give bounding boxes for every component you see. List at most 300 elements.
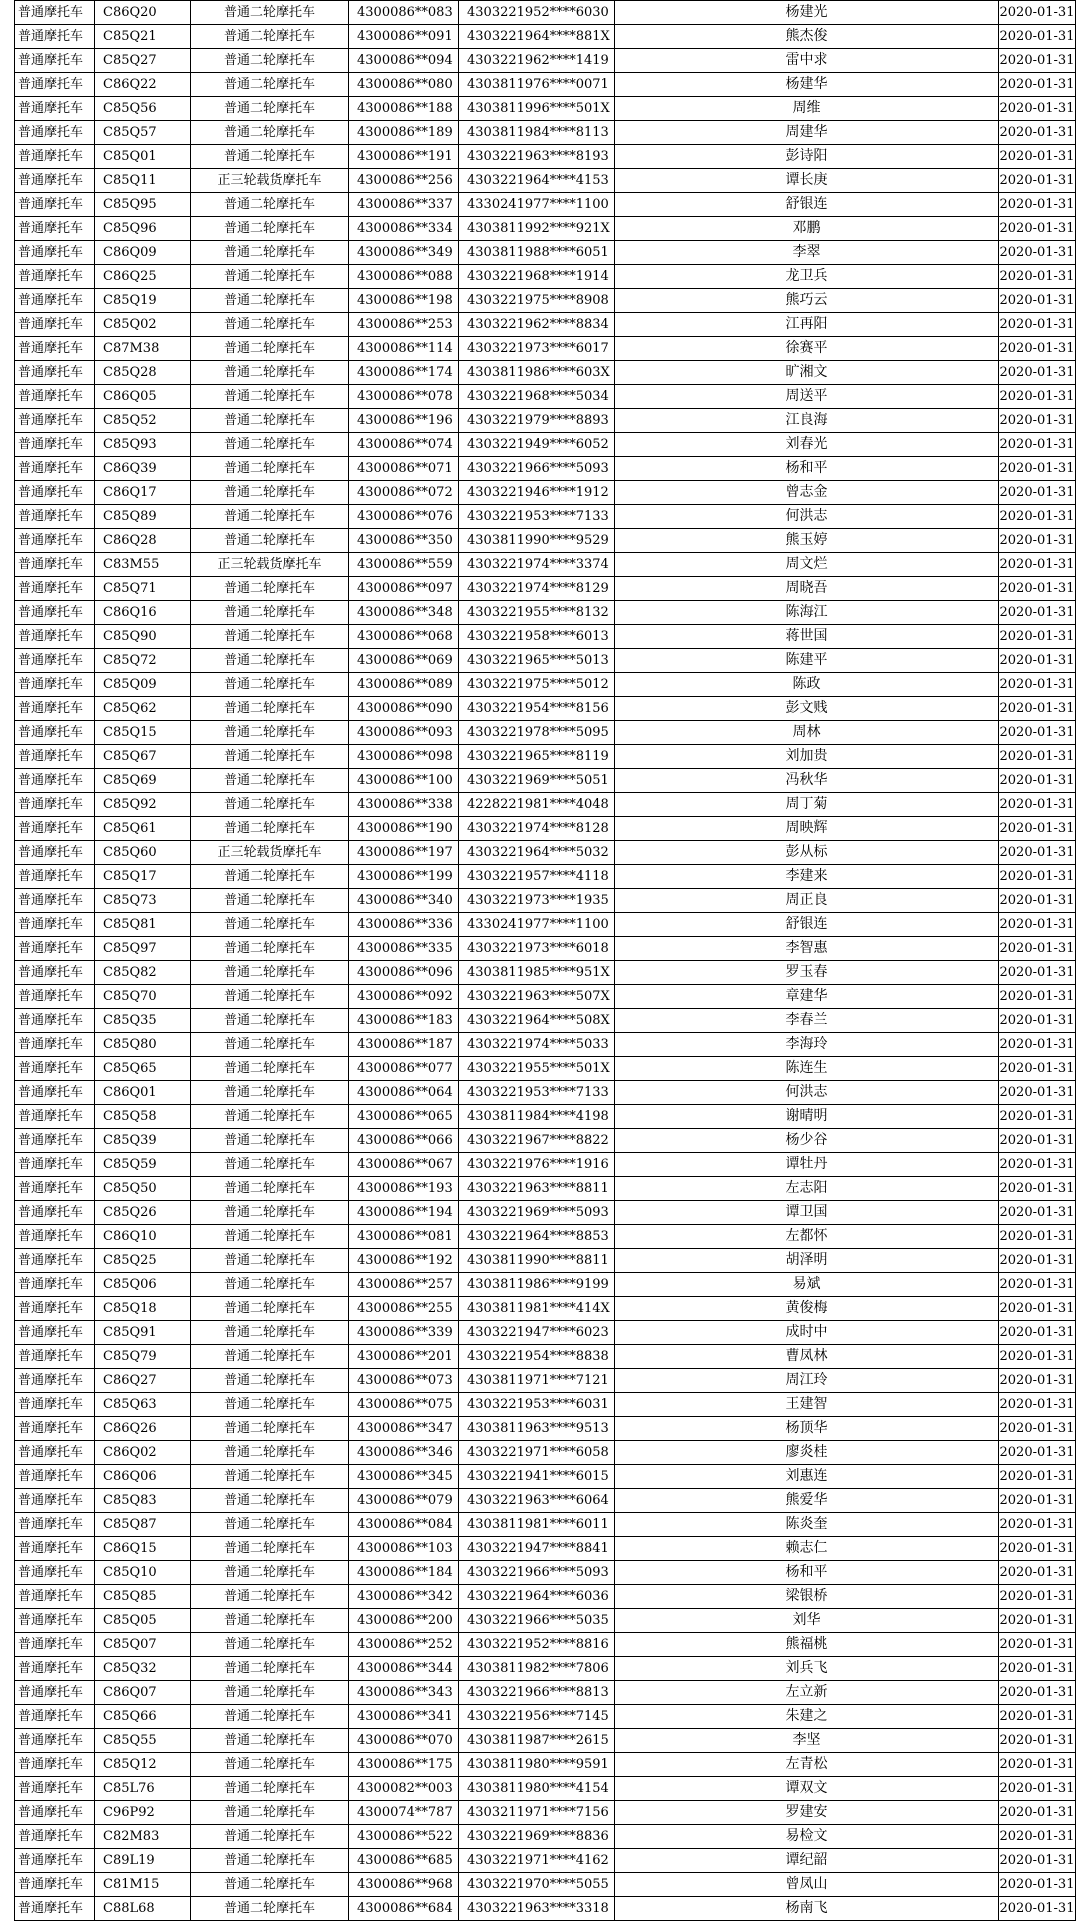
owner-name-cell: 周文烂 xyxy=(615,553,999,577)
vehicle-type-cell: 普通二轮摩托车 xyxy=(191,1633,349,1657)
vehicle-class-cell: 普通摩托车 xyxy=(15,697,95,721)
id-number-cell: 4303221953****7133 xyxy=(459,505,615,529)
owner-name-cell: 熊福桃 xyxy=(615,1633,999,1657)
license-number-cell: 4300086**080 xyxy=(349,73,459,97)
id-number-cell: 4303221964****881X xyxy=(459,25,615,49)
date-cell: 2020-01-31 xyxy=(999,1033,1076,1057)
owner-name-cell: 旷湘文 xyxy=(615,361,999,385)
plate-number-cell: C88L68 xyxy=(95,1897,191,1921)
vehicle-type-cell: 普通二轮摩托车 xyxy=(191,793,349,817)
vehicle-class-cell: 普通摩托车 xyxy=(15,145,95,169)
plate-number-cell: C85Q95 xyxy=(95,193,191,217)
date-cell: 2020-01-31 xyxy=(999,1585,1076,1609)
table-row xyxy=(15,49,1076,73)
plate-number-cell: C85Q28 xyxy=(95,361,191,385)
owner-name-cell: 杨建华 xyxy=(615,73,999,97)
vehicle-class-cell: 普通摩托车 xyxy=(15,673,95,697)
plate-number-cell: C85Q85 xyxy=(95,1585,191,1609)
plate-number-cell: C85Q83 xyxy=(95,1489,191,1513)
license-number-cell: 4300086**100 xyxy=(349,769,459,793)
date-cell: 2020-01-31 xyxy=(999,1681,1076,1705)
table-row xyxy=(15,577,1076,601)
owner-name-cell: 王建智 xyxy=(615,1393,999,1417)
date-cell: 2020-01-31 xyxy=(999,1609,1076,1633)
date-cell: 2020-01-31 xyxy=(999,625,1076,649)
vehicle-class-cell: 普通摩托车 xyxy=(15,505,95,529)
plate-number-cell: C85Q52 xyxy=(95,409,191,433)
owner-name-cell: 左志阳 xyxy=(615,1177,999,1201)
vehicle-type-cell: 普通二轮摩托车 xyxy=(191,1369,349,1393)
license-number-cell: 4300086**199 xyxy=(349,865,459,889)
vehicle-class-cell: 普通摩托车 xyxy=(15,1321,95,1345)
vehicle-type-cell: 普通二轮摩托车 xyxy=(191,313,349,337)
plate-number-cell: C82M83 xyxy=(95,1825,191,1849)
plate-number-cell: C85Q39 xyxy=(95,1129,191,1153)
id-number-cell: 4303221974****5033 xyxy=(459,1033,615,1057)
date-cell: 2020-01-31 xyxy=(999,769,1076,793)
table-row xyxy=(15,961,1076,985)
plate-number-cell: C87M38 xyxy=(95,337,191,361)
date-cell: 2020-01-31 xyxy=(999,1729,1076,1753)
license-number-cell: 4300086**072 xyxy=(349,481,459,505)
vehicle-class-cell: 普通摩托车 xyxy=(15,1561,95,1585)
vehicle-type-cell: 普通二轮摩托车 xyxy=(191,649,349,673)
plate-number-cell: C85Q90 xyxy=(95,625,191,649)
license-number-cell: 4300086**343 xyxy=(349,1681,459,1705)
plate-number-cell: C85Q07 xyxy=(95,1633,191,1657)
id-number-cell: 4303811976****0071 xyxy=(459,73,615,97)
owner-name-cell: 罗建安 xyxy=(615,1801,999,1825)
plate-number-cell: C85Q35 xyxy=(95,1009,191,1033)
owner-name-cell: 李海玲 xyxy=(615,1033,999,1057)
id-number-cell: 4303221946****1912 xyxy=(459,481,615,505)
vehicle-type-cell: 普通二轮摩托车 xyxy=(191,1297,349,1321)
id-number-cell: 4303221965****5013 xyxy=(459,649,615,673)
date-cell: 2020-01-31 xyxy=(999,1297,1076,1321)
table-row xyxy=(15,337,1076,361)
owner-name-cell: 李春兰 xyxy=(615,1009,999,1033)
license-number-cell: 4300086**196 xyxy=(349,409,459,433)
date-cell: 2020-01-31 xyxy=(999,1321,1076,1345)
table-row xyxy=(15,1465,1076,1489)
vehicle-class-cell: 普通摩托车 xyxy=(15,1225,95,1249)
owner-name-cell: 刘春光 xyxy=(615,433,999,457)
owner-name-cell: 周维 xyxy=(615,97,999,121)
date-cell: 2020-01-31 xyxy=(999,433,1076,457)
table-row xyxy=(15,1417,1076,1441)
table-row xyxy=(15,985,1076,1009)
id-number-cell: 4303221970****5055 xyxy=(459,1873,615,1897)
vehicle-class-cell: 普通摩托车 xyxy=(15,1465,95,1489)
vehicle-class-cell: 普通摩托车 xyxy=(15,601,95,625)
license-number-cell: 4300086**191 xyxy=(349,145,459,169)
id-number-cell: 4303811988****6051 xyxy=(459,241,615,265)
vehicle-class-cell: 普通摩托车 xyxy=(15,481,95,505)
plate-number-cell: C85Q11 xyxy=(95,169,191,193)
plate-number-cell: C86Q17 xyxy=(95,481,191,505)
owner-name-cell: 左都怀 xyxy=(615,1225,999,1249)
id-number-cell: 4303221963****507X xyxy=(459,985,615,1009)
table-row xyxy=(15,1633,1076,1657)
owner-name-cell: 周正良 xyxy=(615,889,999,913)
license-number-cell: 4300086**073 xyxy=(349,1369,459,1393)
id-number-cell: 4303221963****6064 xyxy=(459,1489,615,1513)
date-cell: 2020-01-31 xyxy=(999,1897,1076,1921)
id-number-cell: 4303811980****4154 xyxy=(459,1777,615,1801)
id-number-cell: 4303811984****4198 xyxy=(459,1105,615,1129)
license-number-cell: 4300086**348 xyxy=(349,601,459,625)
owner-name-cell: 何洪志 xyxy=(615,505,999,529)
license-number-cell: 4300086**346 xyxy=(349,1441,459,1465)
owner-name-cell: 曾凤山 xyxy=(615,1873,999,1897)
plate-number-cell: C85Q93 xyxy=(95,433,191,457)
owner-name-cell: 曹凤林 xyxy=(615,1345,999,1369)
table-row xyxy=(15,1225,1076,1249)
id-number-cell: 4303221954****8838 xyxy=(459,1345,615,1369)
vehicle-type-cell: 普通二轮摩托车 xyxy=(191,1681,349,1705)
id-number-cell: 4303221963****3318 xyxy=(459,1897,615,1921)
plate-number-cell: C85Q06 xyxy=(95,1273,191,1297)
license-number-cell: 4300086**347 xyxy=(349,1417,459,1441)
vehicle-class-cell: 普通摩托车 xyxy=(15,769,95,793)
vehicle-type-cell: 普通二轮摩托车 xyxy=(191,1249,349,1273)
plate-number-cell: C86Q39 xyxy=(95,457,191,481)
license-number-cell: 4300086**184 xyxy=(349,1561,459,1585)
table-row xyxy=(15,361,1076,385)
vehicle-type-cell: 普通二轮摩托车 xyxy=(191,1849,349,1873)
date-cell: 2020-01-31 xyxy=(999,1657,1076,1681)
owner-name-cell: 熊巧云 xyxy=(615,289,999,313)
vehicle-type-cell: 普通二轮摩托车 xyxy=(191,985,349,1009)
id-number-cell: 4303221971****4162 xyxy=(459,1849,615,1873)
license-number-cell: 4300086**084 xyxy=(349,1513,459,1537)
vehicle-class-cell: 普通摩托车 xyxy=(15,1537,95,1561)
date-cell: 2020-01-31 xyxy=(999,649,1076,673)
vehicle-class-cell: 普通摩托车 xyxy=(15,1729,95,1753)
owner-name-cell: 谭双文 xyxy=(615,1777,999,1801)
table-row xyxy=(15,385,1076,409)
plate-number-cell: C85Q62 xyxy=(95,697,191,721)
vehicle-type-cell: 普通二轮摩托车 xyxy=(191,697,349,721)
license-number-cell: 4300086**077 xyxy=(349,1057,459,1081)
owner-name-cell: 江良海 xyxy=(615,409,999,433)
date-cell: 2020-01-31 xyxy=(999,1873,1076,1897)
plate-number-cell: C86Q06 xyxy=(95,1465,191,1489)
plate-number-cell: C85Q59 xyxy=(95,1153,191,1177)
license-number-cell: 4300086**079 xyxy=(349,1489,459,1513)
vehicle-class-cell: 普通摩托车 xyxy=(15,577,95,601)
owner-name-cell: 刘加贵 xyxy=(615,745,999,769)
date-cell: 2020-01-31 xyxy=(999,553,1076,577)
table-row xyxy=(15,1,1076,25)
license-number-cell: 4300086**070 xyxy=(349,1729,459,1753)
vehicle-type-cell: 普通二轮摩托车 xyxy=(191,889,349,913)
id-number-cell: 4303221973****6018 xyxy=(459,937,615,961)
vehicle-class-cell: 普通摩托车 xyxy=(15,1585,95,1609)
date-cell: 2020-01-31 xyxy=(999,289,1076,313)
plate-number-cell: C85Q80 xyxy=(95,1033,191,1057)
plate-number-cell: C85Q79 xyxy=(95,1345,191,1369)
license-number-cell: 4300086**341 xyxy=(349,1705,459,1729)
vehicle-class-cell: 普通摩托车 xyxy=(15,1273,95,1297)
plate-number-cell: C85Q56 xyxy=(95,97,191,121)
id-number-cell: 4303811984****8113 xyxy=(459,121,615,145)
date-cell: 2020-01-31 xyxy=(999,1489,1076,1513)
owner-name-cell: 成时中 xyxy=(615,1321,999,1345)
plate-number-cell: C86Q10 xyxy=(95,1225,191,1249)
vehicle-class-cell: 普通摩托车 xyxy=(15,649,95,673)
id-number-cell: 4303221952****8816 xyxy=(459,1633,615,1657)
vehicle-type-cell: 普通二轮摩托车 xyxy=(191,481,349,505)
license-number-cell: 4300086**188 xyxy=(349,97,459,121)
plate-number-cell: C96P92 xyxy=(95,1801,191,1825)
vehicle-type-cell: 普通二轮摩托车 xyxy=(191,1009,349,1033)
id-number-cell: 4303221963****8811 xyxy=(459,1177,615,1201)
date-cell: 2020-01-31 xyxy=(999,313,1076,337)
plate-number-cell: C85Q91 xyxy=(95,1321,191,1345)
license-number-cell: 4300086**094 xyxy=(349,49,459,73)
date-cell: 2020-01-31 xyxy=(999,1129,1076,1153)
date-cell: 2020-01-31 xyxy=(999,265,1076,289)
vehicle-type-cell: 普通二轮摩托车 xyxy=(191,937,349,961)
date-cell: 2020-01-31 xyxy=(999,937,1076,961)
license-number-cell: 4300086**349 xyxy=(349,241,459,265)
license-number-cell: 4300086**522 xyxy=(349,1825,459,1849)
vehicle-class-cell: 普通摩托车 xyxy=(15,1345,95,1369)
table-row xyxy=(15,1657,1076,1681)
vehicle-type-cell: 普通二轮摩托车 xyxy=(191,1753,349,1777)
vehicle-type-cell: 普通二轮摩托车 xyxy=(191,97,349,121)
plate-number-cell: C85Q10 xyxy=(95,1561,191,1585)
owner-name-cell: 梁银桥 xyxy=(615,1585,999,1609)
license-number-cell: 4300086**093 xyxy=(349,721,459,745)
table-row xyxy=(15,697,1076,721)
date-cell: 2020-01-31 xyxy=(999,1825,1076,1849)
table-row xyxy=(15,433,1076,457)
table-row xyxy=(15,97,1076,121)
plate-number-cell: C85Q97 xyxy=(95,937,191,961)
table-row xyxy=(15,1777,1076,1801)
vehicle-type-cell: 正三轮载货摩托车 xyxy=(191,553,349,577)
table-row xyxy=(15,1585,1076,1609)
owner-name-cell: 陈海江 xyxy=(615,601,999,625)
owner-name-cell: 廖炎桂 xyxy=(615,1441,999,1465)
id-number-cell: 4303221964****5032 xyxy=(459,841,615,865)
plate-number-cell: C85Q58 xyxy=(95,1105,191,1129)
vehicle-type-cell: 普通二轮摩托车 xyxy=(191,1897,349,1921)
vehicle-class-cell: 普通摩托车 xyxy=(15,457,95,481)
owner-name-cell: 黄俊梅 xyxy=(615,1297,999,1321)
vehicle-class-cell: 普通摩托车 xyxy=(15,1777,95,1801)
table-row xyxy=(15,169,1076,193)
license-number-cell: 4300086**685 xyxy=(349,1849,459,1873)
license-number-cell: 4300086**192 xyxy=(349,1249,459,1273)
plate-number-cell: C86Q01 xyxy=(95,1081,191,1105)
vehicle-type-cell: 普通二轮摩托车 xyxy=(191,25,349,49)
vehicle-class-cell: 普通摩托车 xyxy=(15,985,95,1009)
id-number-cell: 4303221963****8193 xyxy=(459,145,615,169)
vehicle-class-cell: 普通摩托车 xyxy=(15,1441,95,1465)
id-number-cell: 4303811986****603X xyxy=(459,361,615,385)
vehicle-class-cell: 普通摩托车 xyxy=(15,121,95,145)
owner-name-cell: 陈连生 xyxy=(615,1057,999,1081)
table-row xyxy=(15,1345,1076,1369)
owner-name-cell: 舒银连 xyxy=(615,193,999,217)
license-number-cell: 4300086**189 xyxy=(349,121,459,145)
plate-number-cell: C85Q25 xyxy=(95,1249,191,1273)
id-number-cell: 4303221978****5095 xyxy=(459,721,615,745)
owner-name-cell: 陈政 xyxy=(615,673,999,697)
date-cell: 2020-01-31 xyxy=(999,1465,1076,1489)
vehicle-type-cell: 普通二轮摩托车 xyxy=(191,1465,349,1489)
vehicle-class-cell: 普通摩托车 xyxy=(15,49,95,73)
vehicle-class-cell: 普通摩托车 xyxy=(15,961,95,985)
vehicle-class-cell: 普通摩托车 xyxy=(15,841,95,865)
vehicle-type-cell: 普通二轮摩托车 xyxy=(191,1729,349,1753)
license-number-cell: 4300086**069 xyxy=(349,649,459,673)
date-cell: 2020-01-31 xyxy=(999,673,1076,697)
vehicle-type-cell: 普通二轮摩托车 xyxy=(191,745,349,769)
table-row xyxy=(15,241,1076,265)
license-number-cell: 4300086**345 xyxy=(349,1465,459,1489)
date-cell: 2020-01-31 xyxy=(999,1393,1076,1417)
id-number-cell: 4303221969****5093 xyxy=(459,1201,615,1225)
vehicle-type-cell: 普通二轮摩托车 xyxy=(191,121,349,145)
license-number-cell: 4300086**197 xyxy=(349,841,459,865)
date-cell: 2020-01-31 xyxy=(999,457,1076,481)
date-cell: 2020-01-31 xyxy=(999,361,1076,385)
id-number-cell: 4303221974****8129 xyxy=(459,577,615,601)
date-cell: 2020-01-31 xyxy=(999,1345,1076,1369)
id-number-cell: 4303811980****9591 xyxy=(459,1753,615,1777)
id-number-cell: 4303221967****8822 xyxy=(459,1129,615,1153)
vehicle-class-cell: 普通摩托车 xyxy=(15,385,95,409)
vehicle-type-cell: 普通二轮摩托车 xyxy=(191,1609,349,1633)
vehicle-type-cell: 普通二轮摩托车 xyxy=(191,1657,349,1681)
plate-number-cell: C85Q63 xyxy=(95,1393,191,1417)
owner-name-cell: 易检文 xyxy=(615,1825,999,1849)
license-number-cell: 4300086**198 xyxy=(349,289,459,313)
date-cell: 2020-01-31 xyxy=(999,1057,1076,1081)
id-number-cell: 4303221975****8908 xyxy=(459,289,615,313)
date-cell: 2020-01-31 xyxy=(999,745,1076,769)
date-cell: 2020-01-31 xyxy=(999,241,1076,265)
table-row xyxy=(15,1513,1076,1537)
owner-name-cell: 江再阳 xyxy=(615,313,999,337)
vehicle-class-cell: 普通摩托车 xyxy=(15,1513,95,1537)
table-row xyxy=(15,1801,1076,1825)
owner-name-cell: 刘华 xyxy=(615,1609,999,1633)
table-row xyxy=(15,1681,1076,1705)
license-number-cell: 4300086**103 xyxy=(349,1537,459,1561)
owner-name-cell: 杨少谷 xyxy=(615,1129,999,1153)
owner-name-cell: 杨顶华 xyxy=(615,1417,999,1441)
vehicle-type-cell: 普通二轮摩托车 xyxy=(191,1513,349,1537)
id-number-cell: 4303221966****5035 xyxy=(459,1609,615,1633)
vehicle-type-cell: 普通二轮摩托车 xyxy=(191,1153,349,1177)
table-row xyxy=(15,1105,1076,1129)
vehicle-class-cell: 普通摩托车 xyxy=(15,217,95,241)
vehicle-class-cell: 普通摩托车 xyxy=(15,1009,95,1033)
date-cell: 2020-01-31 xyxy=(999,409,1076,433)
vehicle-class-cell: 普通摩托车 xyxy=(15,193,95,217)
plate-number-cell: C89L19 xyxy=(95,1849,191,1873)
date-cell: 2020-01-31 xyxy=(999,889,1076,913)
vehicle-class-cell: 普通摩托车 xyxy=(15,241,95,265)
vehicle-class-cell: 普通摩托车 xyxy=(15,1417,95,1441)
id-number-cell: 4303221956****7145 xyxy=(459,1705,615,1729)
table-row xyxy=(15,673,1076,697)
plate-number-cell: C85Q73 xyxy=(95,889,191,913)
owner-name-cell: 熊爱华 xyxy=(615,1489,999,1513)
vehicle-class-cell: 普通摩托车 xyxy=(15,1249,95,1273)
date-cell: 2020-01-31 xyxy=(999,1633,1076,1657)
license-number-cell: 4300086**340 xyxy=(349,889,459,913)
vehicle-class-cell: 普通摩托车 xyxy=(15,1705,95,1729)
owner-name-cell: 周建华 xyxy=(615,121,999,145)
id-number-cell: 4303221964****8853 xyxy=(459,1225,615,1249)
owner-name-cell: 左青松 xyxy=(615,1753,999,1777)
license-number-cell: 4300086**089 xyxy=(349,673,459,697)
plate-number-cell: C85Q57 xyxy=(95,121,191,145)
id-number-cell: 4303221953****6031 xyxy=(459,1393,615,1417)
date-cell: 2020-01-31 xyxy=(999,193,1076,217)
date-cell: 2020-01-31 xyxy=(999,1105,1076,1129)
date-cell: 2020-01-31 xyxy=(999,1369,1076,1393)
vehicle-class-cell: 普通摩托车 xyxy=(15,265,95,289)
plate-number-cell: C86Q02 xyxy=(95,1441,191,1465)
id-number-cell: 4303221952****6030 xyxy=(459,1,615,25)
owner-name-cell: 陈炎奎 xyxy=(615,1513,999,1537)
table-row xyxy=(15,553,1076,577)
vehicle-type-cell: 普通二轮摩托车 xyxy=(191,721,349,745)
table-row xyxy=(15,1729,1076,1753)
license-number-cell: 4300086**252 xyxy=(349,1633,459,1657)
owner-name-cell: 彭从标 xyxy=(615,841,999,865)
date-cell: 2020-01-31 xyxy=(999,1,1076,25)
license-number-cell: 4300086**114 xyxy=(349,337,459,361)
license-number-cell: 4300086**187 xyxy=(349,1033,459,1057)
date-cell: 2020-01-31 xyxy=(999,1225,1076,1249)
owner-name-cell: 左立新 xyxy=(615,1681,999,1705)
owner-name-cell: 谭牡丹 xyxy=(615,1153,999,1177)
id-number-cell: 4303221953****7133 xyxy=(459,1081,615,1105)
license-number-cell: 4300086**078 xyxy=(349,385,459,409)
owner-name-cell: 雷中求 xyxy=(615,49,999,73)
id-number-cell: 4303221954****8156 xyxy=(459,697,615,721)
id-number-cell: 4303221968****5034 xyxy=(459,385,615,409)
vehicle-class-cell: 普通摩托车 xyxy=(15,1849,95,1873)
table-row xyxy=(15,289,1076,313)
license-number-cell: 4300086**257 xyxy=(349,1273,459,1297)
date-cell: 2020-01-31 xyxy=(999,49,1076,73)
vehicle-type-cell: 普通二轮摩托车 xyxy=(191,505,349,529)
table-body xyxy=(15,1,1076,1921)
owner-name-cell: 舒银连 xyxy=(615,913,999,937)
vehicle-class-cell: 普通摩托车 xyxy=(15,1177,95,1201)
owner-name-cell: 李智惠 xyxy=(615,937,999,961)
vehicle-type-cell: 普通二轮摩托车 xyxy=(191,1537,349,1561)
vehicle-class-cell: 普通摩托车 xyxy=(15,1897,95,1921)
table-row xyxy=(15,313,1076,337)
id-number-cell: 4303811971****7121 xyxy=(459,1369,615,1393)
vehicle-class-cell: 普通摩托车 xyxy=(15,1369,95,1393)
plate-number-cell: C85Q50 xyxy=(95,1177,191,1201)
date-cell: 2020-01-31 xyxy=(999,1705,1076,1729)
plate-number-cell: C85Q82 xyxy=(95,961,191,985)
vehicle-class-cell: 普通摩托车 xyxy=(15,1609,95,1633)
plate-number-cell: C85Q72 xyxy=(95,649,191,673)
